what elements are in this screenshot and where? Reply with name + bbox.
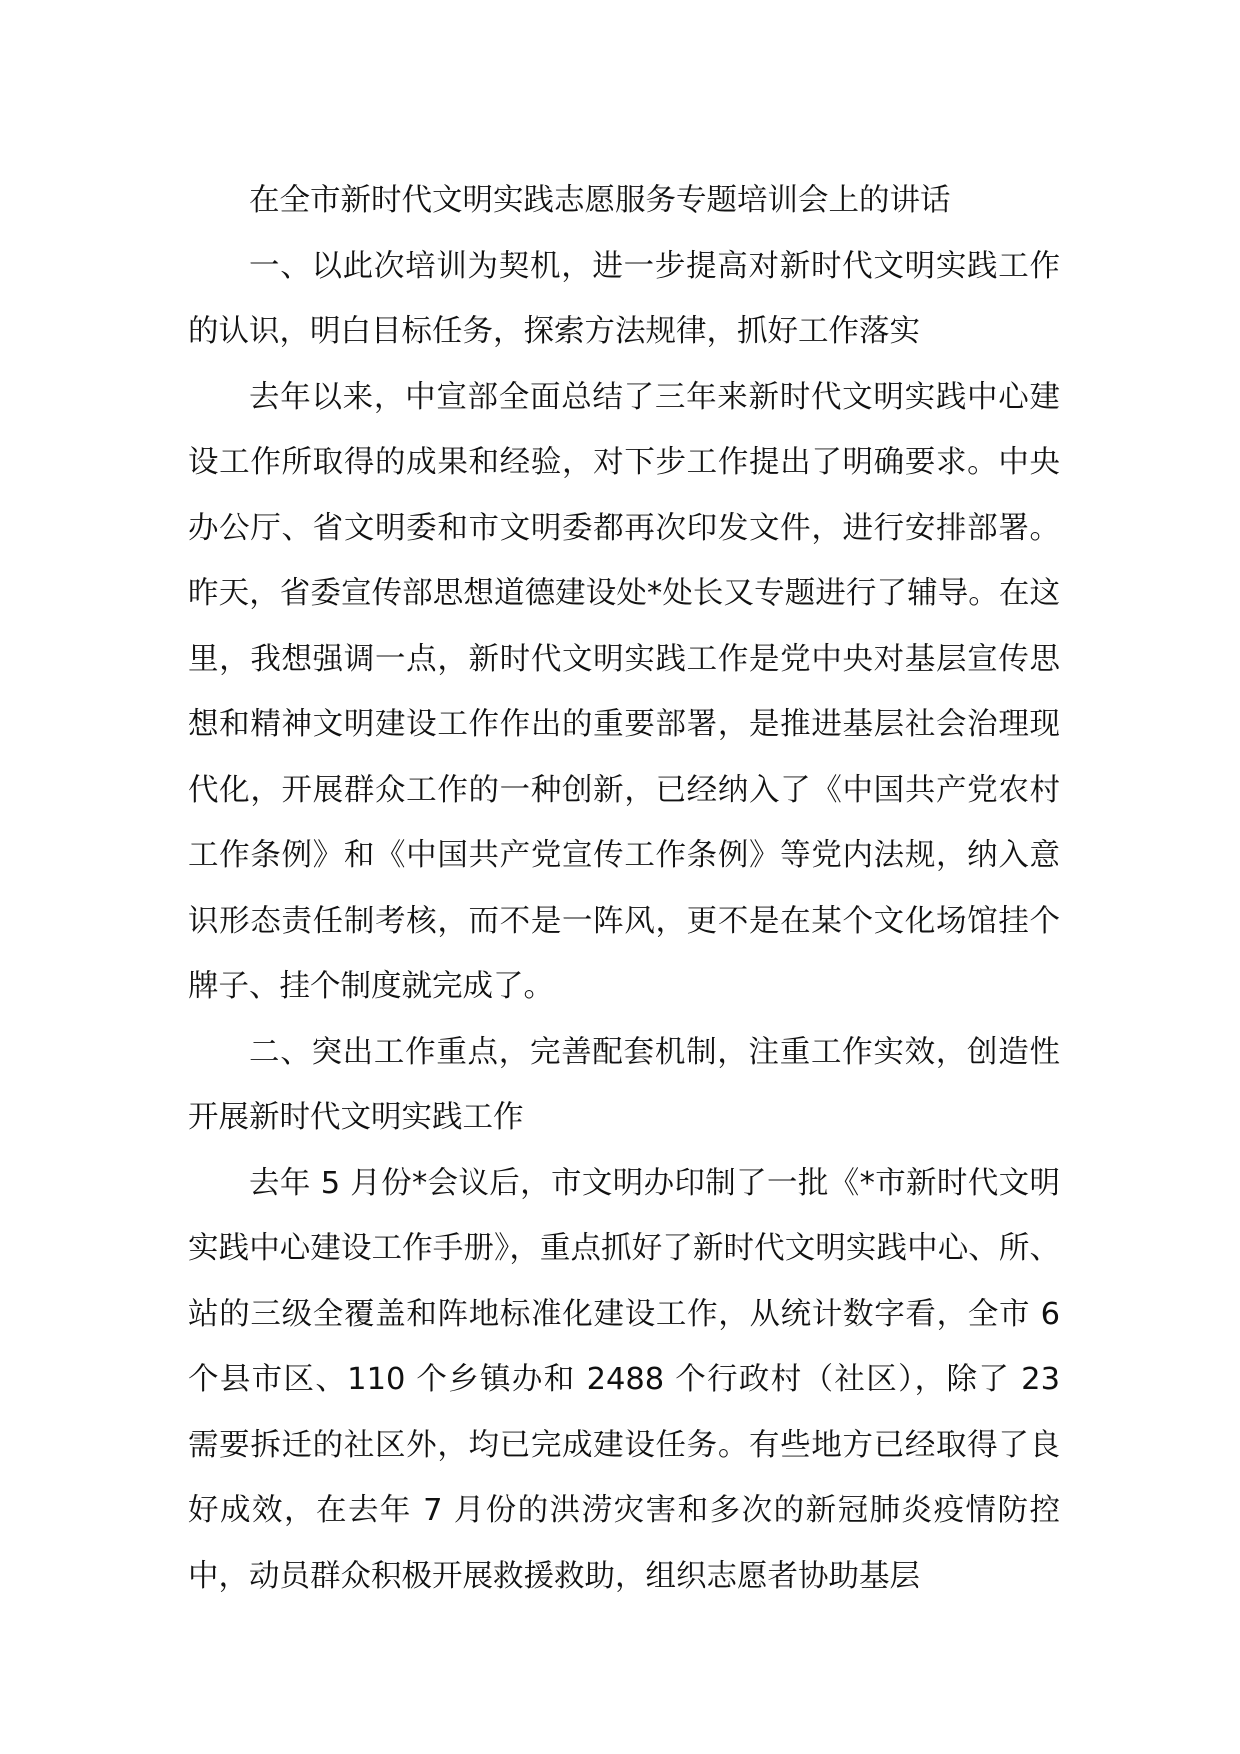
- section-heading-1: 一、以此次培训为契机，进一步提高对新时代文明实践工作的认识，明白目标任务，探索方法规律，抓好工作落实: [188, 248, 1060, 349]
- document-body: [188, 168, 1060, 1609]
- section-heading-2: 二、突出工作重点，完善配套机制，注重工作实效，创造性开展新时代文明实践工作: [188, 1034, 1060, 1135]
- body-paragraph-2: 去年 5 月份*会议后，市文明办印制了一批《*市新时代文明实践中心建设工作手册》，重点抓好了新时代文明实践中心、所、站的三级全覆盖和阵地标准化建设工作，从统计数字看，全市 6 个县市区、110 个乡镇办和 2488 个行政村（社区），除了 23 需要拆迁的社区外，均已完成建设任务。有些地方已经取得了良好成效，在去年 7 月份的洪涝灾害和多次的新冠肺炎疫情防控中，动员群众积极开展救援救助，组织志愿者协助基层: [188, 1165, 1060, 1594]
- body-paragraph-1: 去年以来，中宣部全面总结了三年来新时代文明实践中心建设工作所取得的成果和经验，对下步工作提出了明确要求。中央办公厅、省文明委和市文明委都再次印发文件，进行安排部署。昨天，省委宣传部思想道德建设处*处长又专题进行了辅导。在这里，我想强调一点，新时代文明实践工作是党中央对基层宣传思想和精神文明建设工作作出的重要部署，是推进基层社会治理现代化，开展群众工作的一种创新，已经纳入了《中国共产党农村工作条例》和《中国共产党宣传工作条例》等党内法规，纳入意识形态责任制考核，而不是一阵风，更不是在某个文化场馆挂个牌子、挂个制度就完成了。: [188, 379, 1060, 1004]
- speech-title: 在全市新时代文明实践志愿服务专题培训会上的讲话: [249, 183, 951, 218]
